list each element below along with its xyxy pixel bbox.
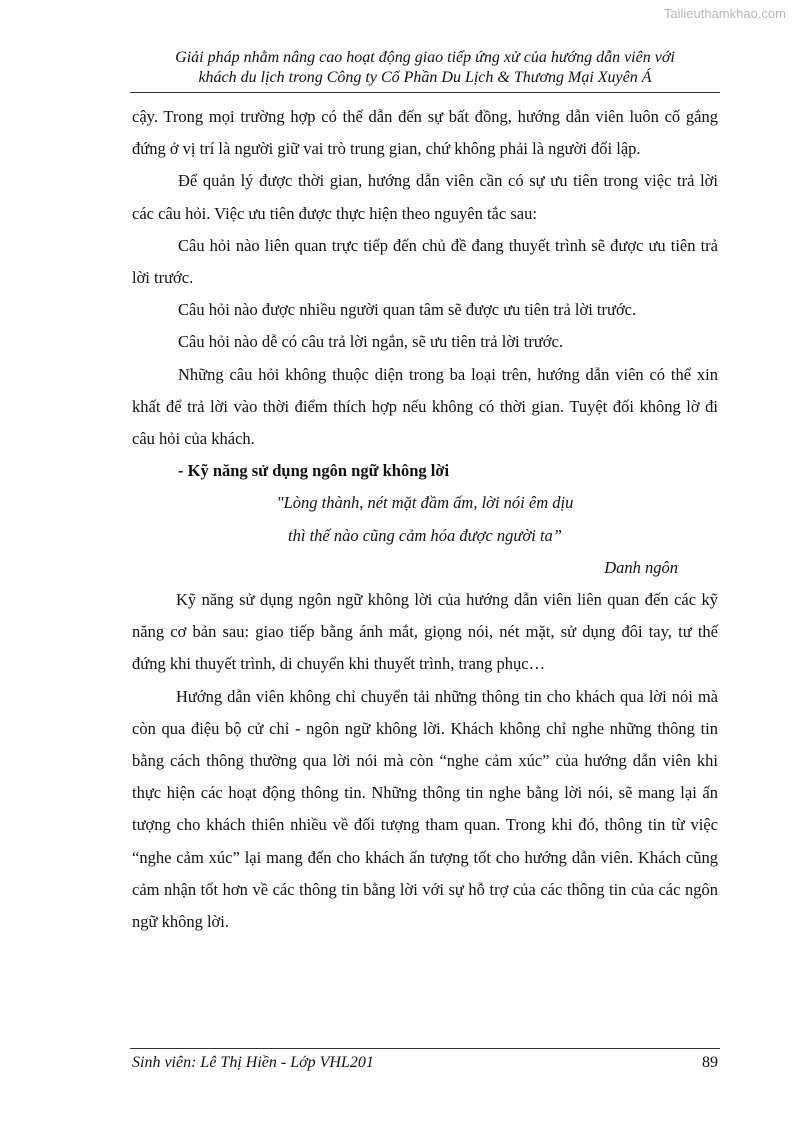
paragraph-7: Kỹ năng sử dụng ngôn ngữ không lời của hướng dẫn viên liên quan đến các kỹ năng cơ bản sau: giao tiếp bằng ánh mắt, giọng nói, nét mặt, sử dụng đôi tay, tư thế đứng khi thuyết trình, di chuyển khi thuyết trình, trang phục…	[132, 590, 718, 674]
header-line-2: khách du lịch trong Công ty Cổ Phần Du Lịch & Thương Mại Xuyên Á	[198, 69, 652, 86]
running-header	[130, 48, 720, 88]
page-number: 89	[702, 1054, 718, 1071]
quote-attribution: Danh ngôn	[604, 557, 678, 577]
paragraph-3: Câu hỏi nào liên quan trực tiếp đến chủ đề đang thuyết trình sẽ được ưu tiên trả lời trước.	[132, 235, 718, 288]
footer-divider	[130, 1048, 720, 1049]
paragraph-8: Hướng dẫn viên không chỉ chuyển tải những thông tin cho khách qua lời nói mà còn qua điệu bộ cử chỉ - ngôn ngữ không lời. Khách không chỉ nghe những thông tin bằng cách thông thường qua lời nói mà còn “nghe cảm xúc” của hướng dẫn viên khi thực hiện các hoạt động thông tin. Những thông tin nghe bằng lời nói, sẽ mang lại ấn tượng cho khách thiên nhiều về đối tượng tham quan. Trong khi đó, thông tin từ việc “nghe cảm xúc” lại mang đến cho khách ấn tượng tốt cho hướng dẫn viên. Khách cũng cảm nhận tốt hơn về các thông tin bằng lời với sự hỗ trợ của các thông tin của các ngôn ngữ không lời.	[132, 686, 718, 932]
quote-line-2: thì thế nào cũng cảm hóa được người ta”	[288, 525, 562, 545]
paragraph-2: Để quản lý được thời gian, hướng dẫn viên cần có sự ưu tiên trong việc trả lời các câu hỏi. Việc ưu tiên được thực hiện theo nguyên tắc sau:	[132, 171, 718, 223]
paragraph-1: cậy. Trong mọi trường hợp có thể dẫn đến sự bất đồng, hướng dẫn viên luôn cố gắng đứng ở vị trí là người giữ vai trò trung gian, chứ không phải là người đối lập.	[132, 107, 718, 159]
paragraph-4: Câu hỏi nào được nhiều người quan tâm sẽ được ưu tiên trả lời trước.	[178, 300, 637, 320]
section-heading: - Kỹ năng sử dụng ngôn ngữ không lời	[178, 461, 450, 481]
footer-author: Sinh viên: Lê Thị Hiền - Lớp VHL201	[132, 1054, 374, 1071]
quote-line-1: "Lòng thành, nét mặt đầm ấm, lời nói êm dịu	[276, 493, 574, 513]
watermark: Tailieuthamkhao.com	[663, 6, 786, 21]
paragraph-6: Những câu hỏi không thuộc diện trong ba loại trên, hướng dẫn viên có thể xin khất để trả lời vào thời điểm thích hợp nếu không có thời gian. Tuyệt đối không lờ đi câu hỏi của khách.	[132, 364, 718, 449]
page-body	[132, 101, 718, 938]
header-line-1: Giải pháp nhằm nâng cao hoạt động giao tiếp ứng xử của hướng dẫn viên với	[175, 49, 675, 66]
header-divider	[130, 92, 720, 93]
paragraph-5: Câu hỏi nào dễ có câu trả lời ngắn, sẽ ưu tiên trả lời trước.	[178, 332, 563, 352]
